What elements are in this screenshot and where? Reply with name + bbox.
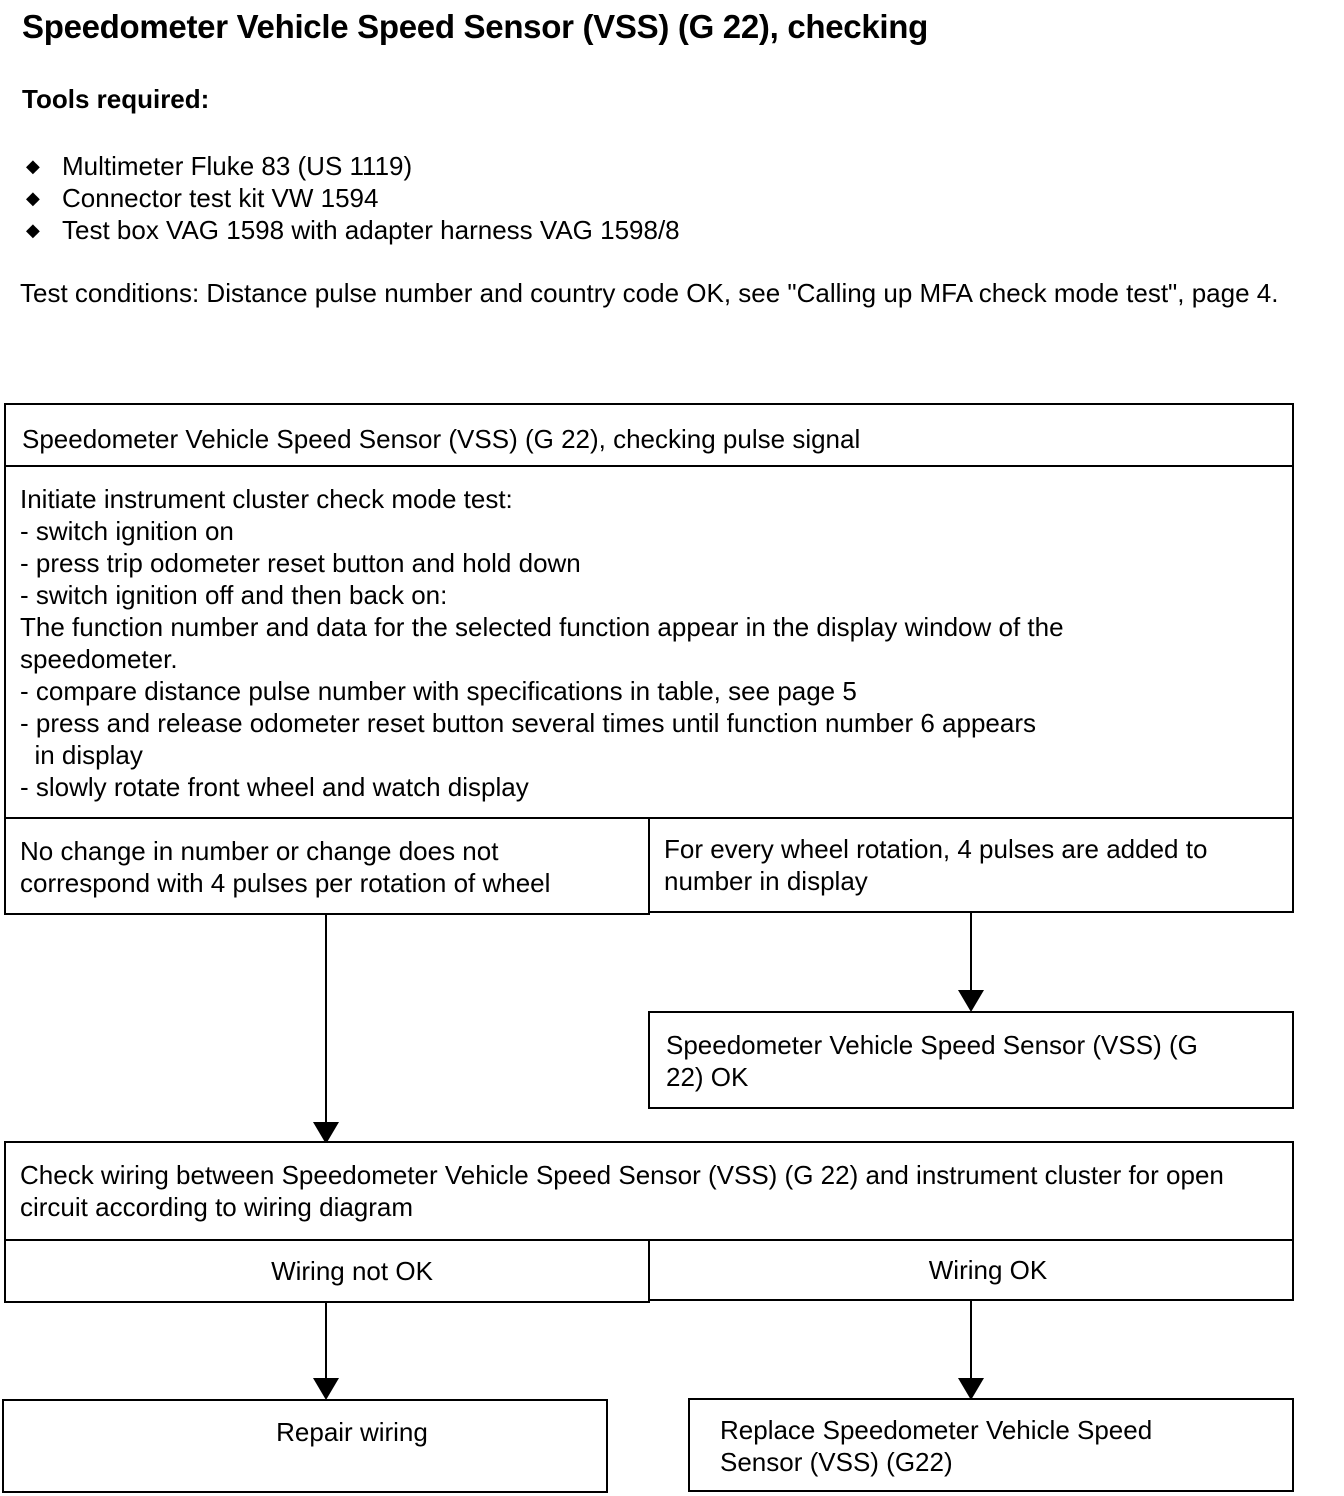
step1-header-box [4,403,1294,467]
instruction-line: - switch ignition on [20,516,234,546]
step1-result-right-box [648,817,1294,913]
tool-label: Connector test kit VW 1594 [62,183,379,213]
replace-text: Replace Speedometer Vehicle Speed Sensor (VSS) (G22) [720,1415,1153,1477]
sensor-ok-box [648,1011,1294,1109]
list-item [22,182,680,214]
list-item [22,214,680,246]
diamond-bullet-icon: ◆ [26,156,40,176]
connector-line [325,1303,327,1381]
step2-text: Check wiring between Speedometer Vehicle Speed Sensor (VSS) (G 22) and instrument cluster for open circuit according to wiring diagram [20,1160,1224,1222]
list-item [22,150,680,182]
instruction-line: - press and release odometer reset button several times until function number 6 appears [20,708,1036,738]
step1-header: Speedometer Vehicle Speed Sensor (VSS) (G 22), checking pulse signal [22,424,861,454]
test-conditions: Test conditions: Distance pulse number and country code OK, see "Calling up MFA check mode test", page 4. [20,278,1279,308]
step2-box [4,1141,1294,1241]
step2-result-right-box [648,1239,1294,1301]
step1-result-left-box [4,817,650,915]
instruction-line: - switch ignition off and then back on: [20,580,448,610]
diamond-bullet-icon: ◆ [26,220,40,240]
tool-label: Test box VAG 1598 with adapter harness VAG 1598/8 [62,215,680,245]
diamond-bullet-icon: ◆ [26,188,40,208]
instruction-line: Initiate instrument cluster check mode test: [20,484,513,514]
arrow-down-icon [958,1378,984,1400]
arrow-down-icon [313,1378,339,1400]
instruction-line: in display [20,740,143,770]
step1-result-left: No change in number or change does not correspond with 4 pulses per rotation of wheel [20,836,551,898]
instruction-line: - press trip odometer reset button and hold down [20,548,581,578]
tools-heading: Tools required: [22,84,210,114]
step1-result-right: For every wheel rotation, 4 pulses are added to number in display [664,834,1208,896]
step2-result-left: Wiring not OK [271,1256,433,1286]
step1-instructions [20,483,1064,803]
tool-label: Multimeter Fluke 83 (US 1119) [62,151,413,181]
step2-result-right: Wiring OK [928,1255,1048,1285]
repair-box [2,1399,608,1493]
arrow-down-icon [958,990,984,1012]
step2-result-left-box [4,1239,650,1303]
page-title: Speedometer Vehicle Speed Sensor (VSS) (G 22), checking [22,8,928,45]
replace-box [688,1398,1294,1492]
instruction-line: - slowly rotate front wheel and watch display [20,772,529,802]
instruction-line: The function number and data for the selected function appear in the display window of the [20,612,1064,642]
tools-list [22,150,680,246]
instruction-line: - compare distance pulse number with specifications in table, see page 5 [20,676,857,706]
connector-line [325,915,327,1125]
repair-text: Repair wiring [276,1417,428,1447]
instruction-line: speedometer. [20,644,178,674]
sensor-ok-text: Speedometer Vehicle Speed Sensor (VSS) (G 22) OK [666,1030,1198,1092]
step1-instructions-box [4,465,1294,819]
connector-line [970,1301,972,1381]
connector-line [970,913,972,993]
